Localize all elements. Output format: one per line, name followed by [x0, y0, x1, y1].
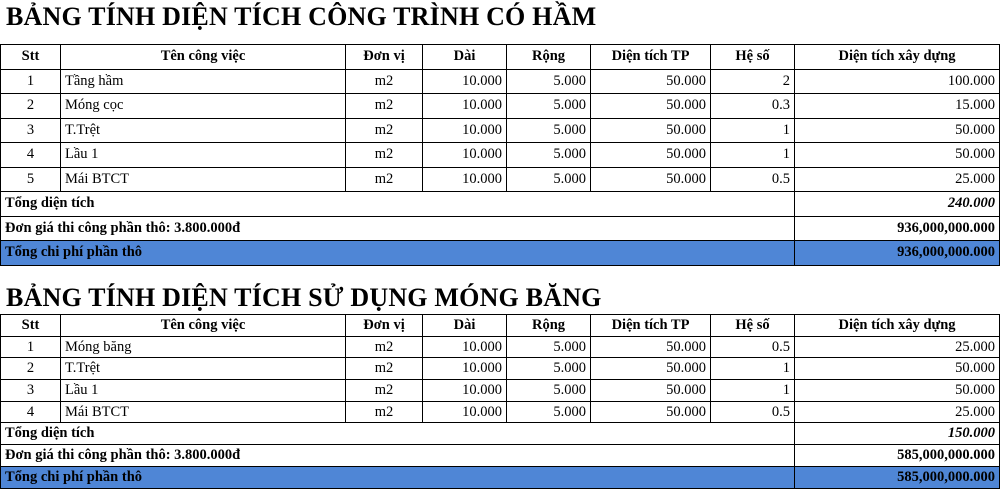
unit-price-label: Đơn giá thi công phần thô: 3.800.000đ	[1, 216, 795, 241]
cell-stt: 5	[1, 167, 61, 192]
cell-coef: 1	[711, 380, 795, 402]
cell-unit: m2	[346, 336, 423, 358]
cell-coef: 0.3	[711, 94, 795, 119]
cell-name: Móng cọc	[61, 94, 346, 119]
cell-coef: 1	[711, 143, 795, 168]
header-coef: Hệ số	[711, 45, 795, 70]
cell-length: 10.000	[423, 94, 507, 119]
cell-name: Lầu 1	[61, 143, 346, 168]
cell-build-area: 50.000	[795, 358, 1000, 380]
cell-build-area: 15.000	[795, 94, 1000, 119]
header-name: Tên công việc	[61, 315, 346, 337]
cell-coef: 0.5	[711, 401, 795, 423]
cell-coef: 2	[711, 69, 795, 94]
cell-unit: m2	[346, 94, 423, 119]
table-row	[1, 167, 1000, 192]
table-row	[1, 380, 1000, 402]
table2-title: BẢNG TÍNH DIỆN TÍCH SỬ DỤNG MÓNG BĂNG	[6, 283, 602, 312]
cell-coef: 1	[711, 118, 795, 143]
table-row	[1, 69, 1000, 94]
cell-stt: 4	[1, 401, 61, 423]
unit-price-row	[1, 216, 1000, 241]
cell-name: Mái BTCT	[61, 401, 346, 423]
total-area-row	[1, 192, 1000, 217]
table1	[0, 44, 1000, 266]
cell-stt: 2	[1, 358, 61, 380]
cell-name: Lầu 1	[61, 380, 346, 402]
header-length: Dài	[423, 45, 507, 70]
unit-price-value: 936,000,000.000	[795, 216, 1000, 241]
cell-build-area: 25.000	[795, 167, 1000, 192]
cell-length: 10.000	[423, 118, 507, 143]
cell-area: 50.000	[591, 143, 711, 168]
header-unit: Đơn vị	[346, 315, 423, 337]
header-coef: Hệ số	[711, 315, 795, 337]
total-area-row	[1, 423, 1000, 445]
cell-build-area: 50.000	[795, 380, 1000, 402]
cell-build-area: 50.000	[795, 143, 1000, 168]
table-row	[1, 94, 1000, 119]
cell-area: 50.000	[591, 69, 711, 94]
cell-width: 5.000	[507, 401, 591, 423]
total-area-value: 150.000	[795, 423, 1000, 445]
table-row	[1, 143, 1000, 168]
cell-unit: m2	[346, 358, 423, 380]
table2	[0, 314, 1000, 489]
cell-area: 50.000	[591, 118, 711, 143]
cell-length: 10.000	[423, 69, 507, 94]
cell-length: 10.000	[423, 167, 507, 192]
total-cost-label: Tổng chi phí phần thô	[1, 466, 795, 488]
cell-stt: 1	[1, 69, 61, 94]
cell-name: T.Trệt	[61, 358, 346, 380]
total-cost-value: 585,000,000.000	[795, 466, 1000, 488]
cell-name: Mái BTCT	[61, 167, 346, 192]
cell-area: 50.000	[591, 336, 711, 358]
cell-name: Tầng hầm	[61, 69, 346, 94]
cell-build-area: 25.000	[795, 401, 1000, 423]
cell-unit: m2	[346, 380, 423, 402]
cell-build-area: 100.000	[795, 69, 1000, 94]
table-row	[1, 118, 1000, 143]
cell-coef: 1	[711, 358, 795, 380]
unit-price-value: 585,000,000.000	[795, 445, 1000, 467]
cell-width: 5.000	[507, 380, 591, 402]
cell-build-area: 50.000	[795, 118, 1000, 143]
header-width: Rộng	[507, 315, 591, 337]
cell-coef: 0.5	[711, 336, 795, 358]
total-area-label: Tổng diện tích	[1, 423, 795, 445]
header-stt: Stt	[1, 45, 61, 70]
cell-stt: 3	[1, 118, 61, 143]
cell-area: 50.000	[591, 380, 711, 402]
cell-area: 50.000	[591, 358, 711, 380]
total-cost-label: Tổng chi phí phần thô	[1, 241, 795, 266]
total-area-label: Tổng diện tích	[1, 192, 795, 217]
cell-stt: 2	[1, 94, 61, 119]
table2-header-row	[1, 315, 1000, 337]
header-area: Diện tích TP	[591, 315, 711, 337]
unit-price-row	[1, 445, 1000, 467]
total-cost-value: 936,000,000.000	[795, 241, 1000, 266]
header-build-area: Diện tích xây dựng	[795, 315, 1000, 337]
table-row	[1, 358, 1000, 380]
header-width: Rộng	[507, 45, 591, 70]
cell-area: 50.000	[591, 167, 711, 192]
cell-unit: m2	[346, 118, 423, 143]
cell-width: 5.000	[507, 69, 591, 94]
header-area: Diện tích TP	[591, 45, 711, 70]
cell-width: 5.000	[507, 358, 591, 380]
cell-width: 5.000	[507, 336, 591, 358]
cell-length: 10.000	[423, 143, 507, 168]
cell-area: 50.000	[591, 94, 711, 119]
cell-width: 5.000	[507, 94, 591, 119]
header-name: Tên công việc	[61, 45, 346, 70]
unit-price-label: Đơn giá thi công phần thô: 3.800.000đ	[1, 445, 795, 467]
cell-stt: 3	[1, 380, 61, 402]
cell-name: T.Trệt	[61, 118, 346, 143]
cell-unit: m2	[346, 167, 423, 192]
header-unit: Đơn vị	[346, 45, 423, 70]
cell-width: 5.000	[507, 143, 591, 168]
cell-length: 10.000	[423, 380, 507, 402]
cell-build-area: 25.000	[795, 336, 1000, 358]
cell-area: 50.000	[591, 401, 711, 423]
header-length: Dài	[423, 315, 507, 337]
table-row	[1, 336, 1000, 358]
table1-title: BẢNG TÍNH DIỆN TÍCH CÔNG TRÌNH CÓ HẦM	[6, 2, 597, 31]
total-cost-row	[1, 241, 1000, 266]
cell-stt: 4	[1, 143, 61, 168]
cell-name: Móng băng	[61, 336, 346, 358]
table1-header-row	[1, 45, 1000, 70]
cell-length: 10.000	[423, 336, 507, 358]
table-row	[1, 401, 1000, 423]
header-stt: Stt	[1, 315, 61, 337]
cell-length: 10.000	[423, 401, 507, 423]
cell-width: 5.000	[507, 118, 591, 143]
cell-unit: m2	[346, 401, 423, 423]
cell-length: 10.000	[423, 358, 507, 380]
cell-unit: m2	[346, 143, 423, 168]
total-area-value: 240.000	[795, 192, 1000, 217]
header-build-area: Diện tích xây dựng	[795, 45, 1000, 70]
cell-stt: 1	[1, 336, 61, 358]
cell-width: 5.000	[507, 167, 591, 192]
cell-coef: 0.5	[711, 167, 795, 192]
cell-unit: m2	[346, 69, 423, 94]
